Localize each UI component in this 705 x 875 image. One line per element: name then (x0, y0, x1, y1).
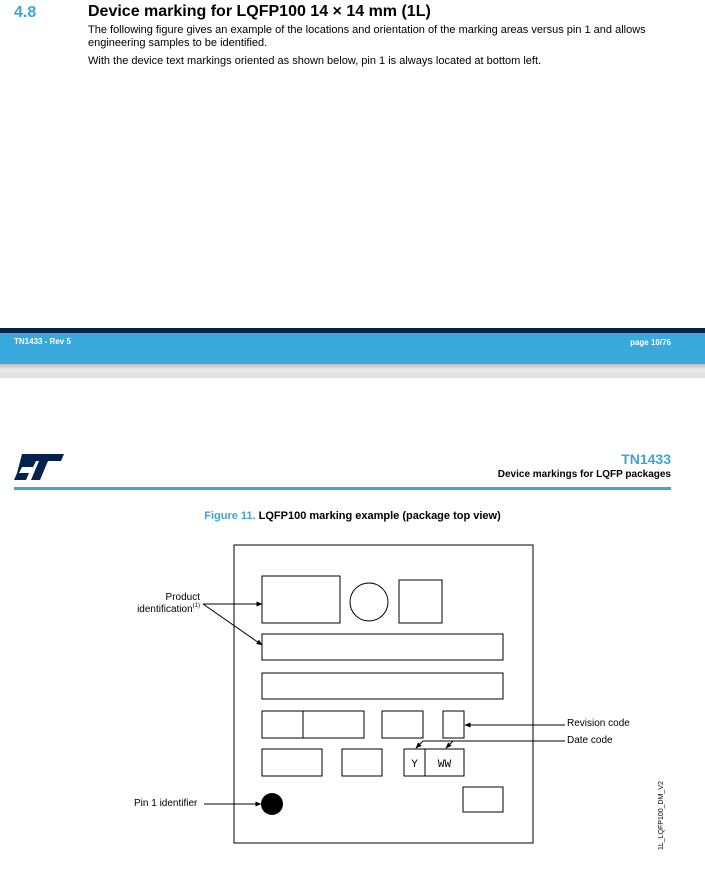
figure-title: LQFP100 marking example (package top view) (258, 510, 501, 522)
revision-code-box (443, 711, 464, 738)
header-subtitle: Device markings for LQFP packages (497, 469, 671, 480)
footer-doc-revision: TN1433 - Rev 5 (14, 337, 71, 346)
figure-number: Figure 11. (204, 510, 256, 522)
label-date-code: Date code (567, 735, 613, 746)
label-product: Product (165, 592, 200, 603)
year-marking: Y (411, 759, 418, 771)
section-number: 4.8 (14, 4, 37, 21)
label-text: identification (137, 604, 193, 615)
footnote-marker: (1) (192, 603, 200, 609)
product-id-bar (262, 634, 503, 660)
marking-box (262, 749, 322, 776)
figure-identifier: 1L_LQFP100_DM_V2 (658, 781, 665, 850)
product-id-area (262, 576, 340, 623)
marking-box (463, 787, 503, 812)
label-revision-code: Revision code (567, 718, 630, 729)
paragraph: The following figure gives an example of the locations and orientation of the marking areas versus pin 1 and allows engineering samples to be identified. (88, 24, 646, 49)
circle-marking (350, 583, 388, 621)
marking-box (382, 711, 423, 738)
week-marking: WW (437, 759, 452, 771)
section-title: Device marking for LQFP100 14 × 14 mm (1L) (88, 3, 431, 20)
label-pin1-identifier: Pin 1 identifier (134, 798, 198, 809)
square-marking (399, 580, 442, 623)
pin1-dot-icon (261, 793, 283, 815)
marking-box (342, 749, 382, 776)
product-id-arrow (203, 604, 262, 645)
paragraph: With the device text markings oriented as shown below, pin 1 is always located at bottom left. (88, 55, 542, 67)
header-doc-id: TN1433 (621, 451, 671, 467)
date-code-arrow (446, 741, 453, 748)
marking-box (262, 711, 364, 738)
date-code-arrow (416, 741, 423, 748)
label-product-identification (137, 604, 200, 615)
footer-page-number: page 10/76 (630, 338, 671, 347)
marking-bar (262, 673, 503, 699)
